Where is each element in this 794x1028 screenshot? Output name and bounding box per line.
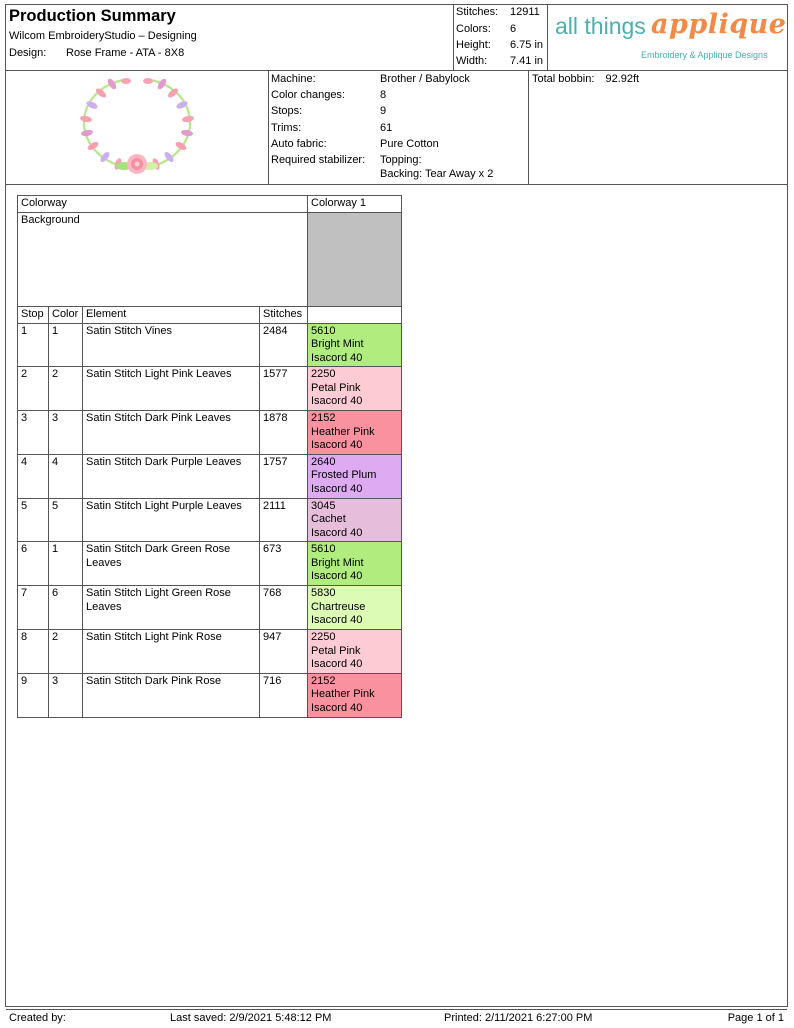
thread-code: 2250 — [311, 631, 336, 644]
thread-swatch-cell — [308, 498, 402, 542]
stitches-cell: 673 — [260, 542, 308, 586]
thread-name: Chartreuse — [311, 600, 366, 613]
element-cell: Satin Stitch Dark Pink Rose — [83, 673, 260, 717]
table-row — [18, 323, 402, 367]
thread-brand: Isacord 40 — [311, 439, 363, 452]
stitches-cell: 1757 — [260, 454, 308, 498]
stat-label: Stitches: — [456, 6, 499, 18]
thread-name: Heather Pink — [311, 425, 375, 438]
auto-fabric-row — [271, 138, 439, 150]
stitches-cell: 716 — [260, 673, 308, 717]
stitches-cell: 947 — [260, 630, 308, 674]
element-cell: Satin Stitch Vines — [83, 323, 260, 367]
production-summary-page — [5, 4, 788, 1024]
stop-cell: 3 — [18, 411, 49, 455]
element-cell: Satin Stitch Light Purple Leaves — [83, 498, 260, 542]
thread-code: 2250 — [311, 368, 336, 381]
stat-colors — [456, 23, 517, 37]
software-name: Wilcom EmbroideryStudio – Designing — [9, 30, 197, 42]
colorway-header-row — [18, 196, 402, 213]
page-footer — [6, 1009, 787, 1024]
rose — [116, 154, 158, 174]
stops-row — [271, 105, 387, 117]
stitches-cell: 1878 — [260, 411, 308, 455]
color-cell: 3 — [49, 673, 83, 717]
thread-name: Petal Pink — [311, 381, 361, 394]
color-cell: 4 — [49, 454, 83, 498]
trims-value: 61 — [380, 122, 393, 134]
stabilizer-label: Required stabilizer: — [271, 154, 366, 166]
stabilizer-topping: Topping: — [380, 154, 422, 166]
stop-cell: 5 — [18, 498, 49, 542]
stat-label: Height: — [456, 39, 491, 51]
thread-brand: Isacord 40 — [311, 614, 363, 627]
printed-date: Printed: 2/11/2021 6:27:00 PM — [444, 1012, 593, 1024]
thread-swatch-cell — [308, 630, 402, 674]
thread-code: 2640 — [311, 455, 336, 468]
thread-swatch-cell — [308, 454, 402, 498]
stitches-cell: 2484 — [260, 323, 308, 367]
table-row — [18, 454, 402, 498]
stop-cell: 4 — [18, 454, 49, 498]
thread-brand: Isacord 40 — [311, 526, 363, 539]
thread-code: 5830 — [311, 587, 336, 600]
thread-name: Petal Pink — [311, 644, 361, 657]
thread-brand: Isacord 40 — [311, 482, 363, 495]
design-stats — [453, 5, 548, 70]
thread-name: Bright Mint — [311, 556, 364, 569]
element-cell: Satin Stitch Dark Pink Leaves — [83, 411, 260, 455]
element-cell: Satin Stitch Dark Purple Leaves — [83, 454, 260, 498]
auto-fabric-value: Pure Cotton — [380, 138, 439, 150]
thread-swatch-cell — [308, 367, 402, 411]
table-row — [18, 411, 402, 455]
thread-name: Frosted Plum — [311, 469, 377, 482]
stop-cell: 6 — [18, 542, 49, 586]
design-thumbnail — [6, 71, 269, 184]
thread-brand: Isacord 40 — [311, 701, 363, 714]
color-cell: 6 — [49, 586, 83, 630]
design-row — [9, 47, 185, 59]
design-value: Rose Frame - ATA - 8X8 — [66, 47, 185, 59]
last-saved: Last saved: 2/9/2021 5:48:12 PM — [170, 1012, 332, 1024]
stitches-cell: 2111 — [260, 498, 308, 542]
bobbin-label: Total bobbin: — [532, 73, 595, 85]
stabilizer-backing: Backing: Tear Away x 2 — [380, 168, 494, 180]
color-cell: 1 — [49, 542, 83, 586]
design-label: Design: — [9, 47, 47, 59]
logo-text-applique: applique — [651, 9, 787, 40]
color-changes-row — [271, 89, 387, 101]
stat-value: 6 — [510, 23, 517, 35]
thread-name: Cachet — [311, 513, 346, 526]
stop-cell: 8 — [18, 630, 49, 674]
stat-stitches — [456, 6, 540, 20]
thread-swatch-cell — [308, 411, 402, 455]
color-changes-label: Color changes: — [271, 89, 345, 101]
auto-fabric-label: Auto fabric: — [271, 138, 327, 150]
stops-value: 9 — [380, 105, 387, 117]
logo-tagline: Embroidery & Applique Designs — [641, 50, 768, 60]
rose-wreath-icon — [6, 71, 268, 184]
design-info-row — [6, 70, 787, 185]
stop-cell: 2 — [18, 367, 49, 411]
colorway-name: Colorway 1 — [308, 196, 402, 213]
thread-name: Bright Mint — [311, 338, 364, 350]
stat-label: Width: — [456, 55, 488, 67]
machine-info — [268, 71, 529, 184]
thread-code: 3045 — [311, 499, 336, 512]
thread-swatch-cell — [308, 673, 402, 717]
stitches-cell: 768 — [260, 586, 308, 630]
thread-swatch-cell — [308, 542, 402, 586]
page-number: Page 1 of 1 — [727, 1012, 784, 1024]
element-cell: Satin Stitch Light Green Rose Leaves — [83, 586, 260, 630]
table-row — [18, 586, 402, 630]
table-row — [18, 673, 402, 717]
brand-logo — [547, 5, 787, 70]
thread-brand: Isacord 40 — [311, 658, 363, 671]
trims-label: Trims: — [271, 122, 302, 134]
table-row — [18, 498, 402, 542]
col-header-element: Element — [83, 307, 260, 324]
element-cell: Satin Stitch Dark Green Rose Leaves — [83, 542, 260, 586]
color-cell: 1 — [49, 323, 83, 367]
machine-row — [271, 73, 470, 85]
thread-code: 5610 — [311, 324, 336, 337]
logo-text-all-things: all things — [555, 13, 646, 39]
background-label: Background — [18, 213, 308, 307]
color-cell: 2 — [49, 367, 83, 411]
thread-name: Heather Pink — [311, 688, 375, 701]
stat-value: 6.75 in — [510, 39, 544, 51]
trims-row — [271, 122, 393, 134]
background-row — [18, 213, 402, 307]
thread-code: 5610 — [311, 543, 336, 556]
background-swatch — [308, 213, 402, 307]
col-header-stop: Stop — [18, 307, 49, 324]
stat-label: Colors: — [456, 23, 491, 35]
thread-brand: Isacord 40 — [311, 570, 363, 583]
thread-brand: Isacord 40 — [311, 395, 363, 408]
stop-cell: 7 — [18, 586, 49, 630]
col-header-color: Color — [49, 307, 83, 324]
element-cell: Satin Stitch Light Pink Rose — [83, 630, 260, 674]
stabilizer-row — [271, 154, 422, 166]
bobbin-value: 92.92ft — [605, 73, 640, 85]
stat-height — [456, 39, 544, 53]
stop-cell: 1 — [18, 323, 49, 367]
thread-code: 2152 — [311, 412, 336, 425]
machine-label: Machine: — [271, 73, 316, 85]
page-title: Production Summary — [9, 7, 176, 25]
created-by: Created by: — [9, 1012, 66, 1024]
col-header-thread — [308, 307, 402, 324]
stop-cell: 9 — [18, 673, 49, 717]
table-row — [18, 367, 402, 411]
color-changes-value: 8 — [380, 89, 387, 101]
table-row — [18, 630, 402, 674]
total-bobbin — [532, 73, 639, 85]
header-title-block — [6, 5, 454, 70]
colorway-label: Colorway — [18, 196, 308, 213]
stat-value: 7.41 in — [510, 55, 544, 67]
color-cell: 2 — [49, 630, 83, 674]
machine-value: Brother / Babylock — [380, 73, 470, 85]
thread-code: 2152 — [311, 674, 336, 687]
element-cell: Satin Stitch Light Pink Leaves — [83, 367, 260, 411]
thread-brand: Isacord 40 — [311, 351, 363, 364]
stat-width — [456, 55, 544, 69]
stitches-cell: 1577 — [260, 367, 308, 411]
col-header-stitches: Stitches — [260, 307, 308, 324]
stat-value: 12911 — [510, 6, 540, 18]
stops-label: Stops: — [271, 105, 303, 117]
table-row — [18, 542, 402, 586]
thread-swatch-cell — [308, 323, 402, 367]
column-header-row — [18, 307, 402, 324]
thread-swatch-cell — [308, 586, 402, 630]
color-cell: 3 — [49, 411, 83, 455]
color-cell: 5 — [49, 498, 83, 542]
colorway-table — [17, 195, 402, 718]
